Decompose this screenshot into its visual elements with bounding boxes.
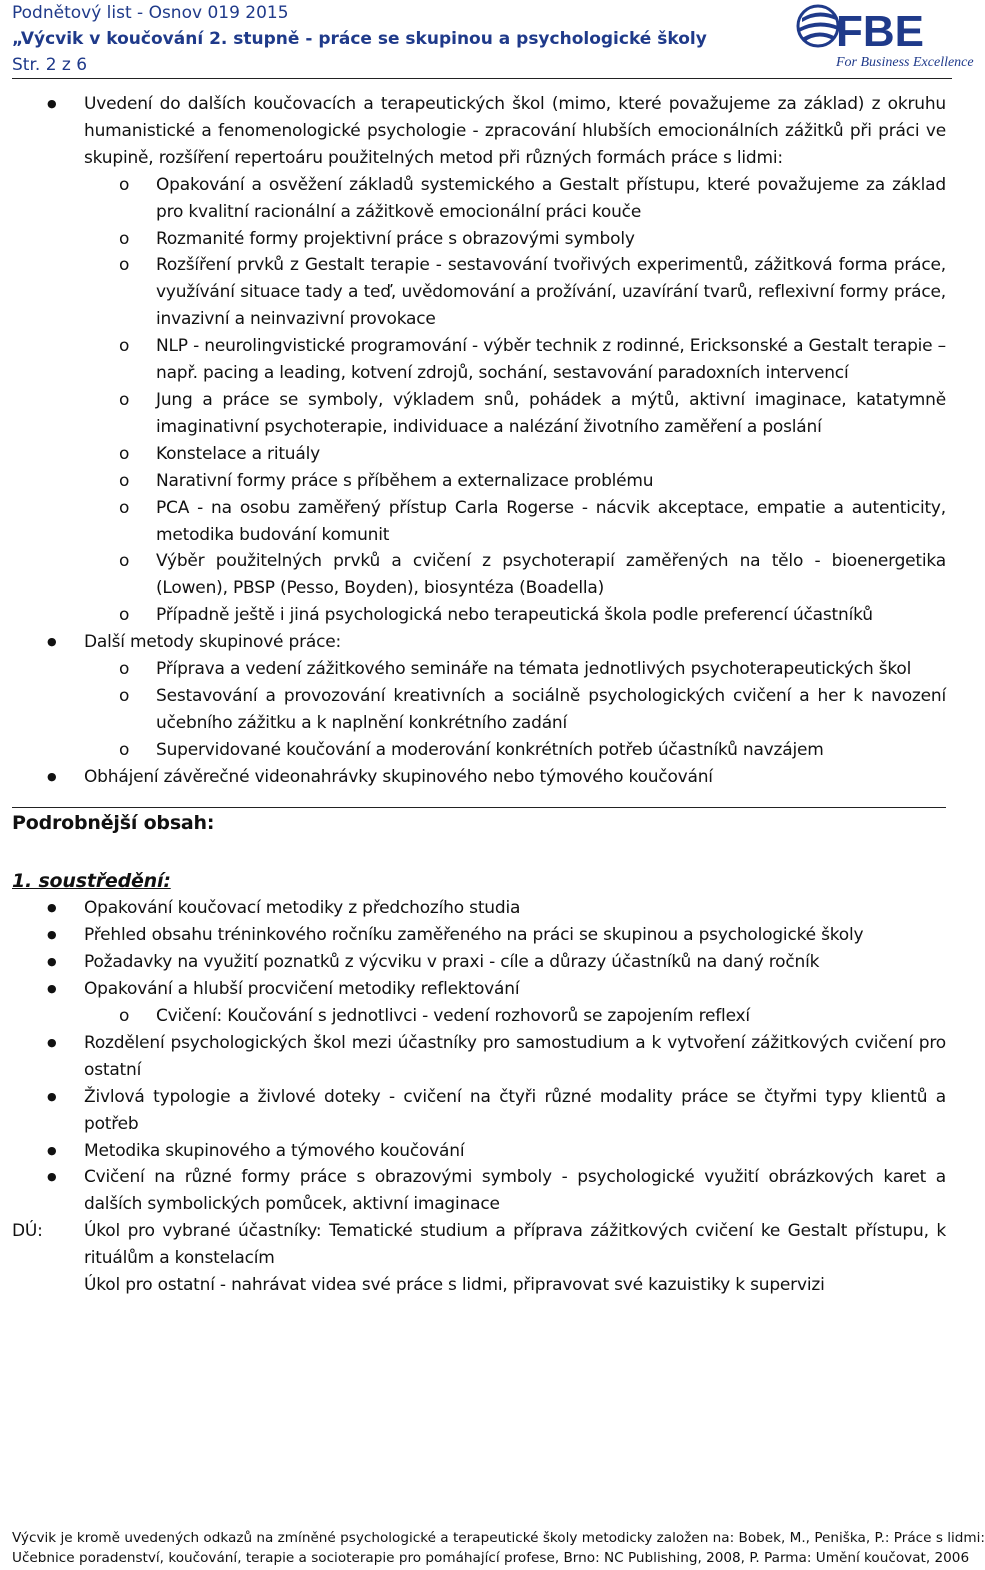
list-item: o PCA - na osobu zaměřený přístup Carla Rogerse - nácvik akceptace, empatie a autenticity, metodika budování komunit — [156, 495, 946, 549]
list-item-text: Uvedení do dalších koučovacích a terapeutických škol (mimo, které považujeme za základ) z okruhu humanistické a fenomenologické psychologie - zpracování hlubších emocionálních zážitků při práci ve skupině, rozšíření repertoáru použitelných metod při různých formách práce s lidmi: — [84, 94, 946, 168]
list-item: o Opakování a osvěžení základů systemického a Gestalt přístupu, které považujeme za základ pro kvalitní racionální a zážitkově emocionální práci kouče — [156, 172, 946, 226]
list-item: o Případně ještě i jiná psychologická nebo terapeutická škola podle preferencí účastníků — [156, 602, 946, 629]
list-item — [84, 629, 946, 764]
session-1-heading: 1. soustředění: — [12, 870, 171, 893]
list-item: o Supervidované koučování a moderování konkrétních potřeb účastníků navzájem — [156, 737, 946, 764]
homework-task-1: Úkol pro vybrané účastníky: Tematické studium a příprava zážitkových cvičení ke Gestalt přístupu, k rituálům a konstelacím — [84, 1221, 946, 1269]
homework-block — [12, 1218, 946, 1299]
list-item: o NLP - neurolingvistické programování - výběr technik z rodinné, Ericksonské a Gestalt terapie – např. pacing a leading, kotvení zdrojů, sochání, sestavování paradoxních intervencí — [156, 333, 946, 387]
list-item: o Rozmanité formy projektivní práce s obrazovými symboly — [156, 226, 946, 253]
document-body — [12, 91, 946, 1299]
list-item — [84, 91, 946, 629]
session-1-list — [12, 895, 946, 1218]
logo-tagline: For Business Excellence — [836, 55, 974, 70]
page-footer — [12, 1528, 985, 1568]
header-title: Podnětový list - Osnov 019 2015 — [12, 3, 289, 23]
list-item: ● Požadavky na využití poznatků z výcviku v praxi - cíle a důrazy účastníků na daný ročník — [84, 949, 946, 976]
list-item: ● Metodika skupinového a týmového koučování — [84, 1138, 946, 1165]
footer-line: Výcvik je kromě uvedených odkazů na zmíněné psychologické a terapeutické školy metodicky založen na: Bobek, M., Peniška, P.: Práce s lidmi: — [12, 1530, 985, 1546]
list-item: o Konstelace a rituály — [156, 441, 946, 468]
list-item: ● Cvičení na různé formy práce s obrazovými symboly - psychologické využití obrázkových karet a dalších symbolických pomůcek, aktivní imaginace — [84, 1164, 946, 1218]
list-item: o Příprava a vedení zážitkového semináře na témata jednotlivých psychoterapeutických škol — [156, 656, 946, 683]
intro-list — [12, 91, 946, 791]
header-course-name: „Výcvik v koučování 2. stupně - práce se skupinou a psychologické školy — [12, 29, 707, 49]
list-item — [84, 976, 946, 1030]
list-item: o Sestavování a provozování kreativních a sociálně psychologických cvičení a her k navození učebního zážitku a k naplnění konkrétního zadání — [156, 683, 946, 737]
list-item: ● Přehled obsahu tréninkového ročníku zaměřeného na práci se skupinou a psychologické školy — [84, 922, 946, 949]
list-item: o Cvičení: Koučování s jednotlivci - vedení rozhovorů se zapojením reflexí — [156, 1003, 946, 1030]
homework-task-2: Úkol pro ostatní - nahrávat videa své práce s lidmi, připravovat své kazuistiky k supervizi — [84, 1275, 825, 1296]
header-page-number: Str. 2 z 6 — [12, 55, 88, 75]
section-divider — [12, 807, 946, 808]
detail-heading: Podrobnější obsah: — [12, 811, 215, 834]
globe-icon — [798, 6, 838, 46]
list-item: ● Živlová typologie a živlové doteky - cvičení na čtyři různé modality práce se čtyřmi typy klientů a potřeb — [84, 1084, 946, 1138]
header-divider — [12, 78, 952, 79]
logo-wordmark: FBE — [836, 7, 924, 56]
list-item: o Jung a práce se symboly, výkladem snů, pohádek a mýtů, aktivní imaginace, katatymně imaginativní psychoterapie, individuace a nalézání životního zaměření a poslání — [156, 387, 946, 441]
fbe-logo-graphic — [796, 2, 974, 74]
list-item: o Narativní formy práce s příběhem a externalizace problému — [156, 468, 946, 495]
homework-label: DÚ: — [12, 1221, 43, 1242]
list-item: o Rozšíření prvků z Gestalt terapie - sestavování tvořivých experimentů, zážitková forma práce, využívání situace tady a teď, uvědomování a prožívání, uzavírání tvarů, reflexivní formy práce, invazivní a neinvazivní provokace — [156, 252, 946, 333]
list-item: ● Rozdělení psychologických škol mezi účastníky pro samostudium a k vytvoření zážitkových cvičení pro ostatní — [84, 1030, 946, 1084]
list-item-text: Opakování a hlubší procvičení metodiky reflektování — [84, 979, 520, 1000]
footer-line: Učebnice poradenství, koučování, terapie a socioterapie pro pomáhající profese, Brno: NC Publishing, 2008, P. Parma: Umění koučovat, 2006 — [12, 1550, 970, 1566]
fbe-logo — [796, 2, 974, 74]
group-methods-list — [84, 656, 946, 764]
list-item: ● Obhájení závěrečné videonahrávky skupinového nebo týmového koučování — [84, 764, 946, 791]
list-item-text: Další metody skupinové práce: — [84, 632, 342, 653]
session-1-sublist — [84, 1003, 946, 1030]
page-header — [12, 0, 792, 78]
list-item: ● Opakování koučovací metodiky z předchozího studia — [84, 895, 946, 922]
psych-schools-list — [84, 172, 946, 629]
list-item: o Výběr použitelných prvků a cvičení z psychoterapií zaměřených na tělo - bioenergetika (Lowen), PBSP (Pesso, Boyden), biosyntéza (Boadella) — [156, 548, 946, 602]
